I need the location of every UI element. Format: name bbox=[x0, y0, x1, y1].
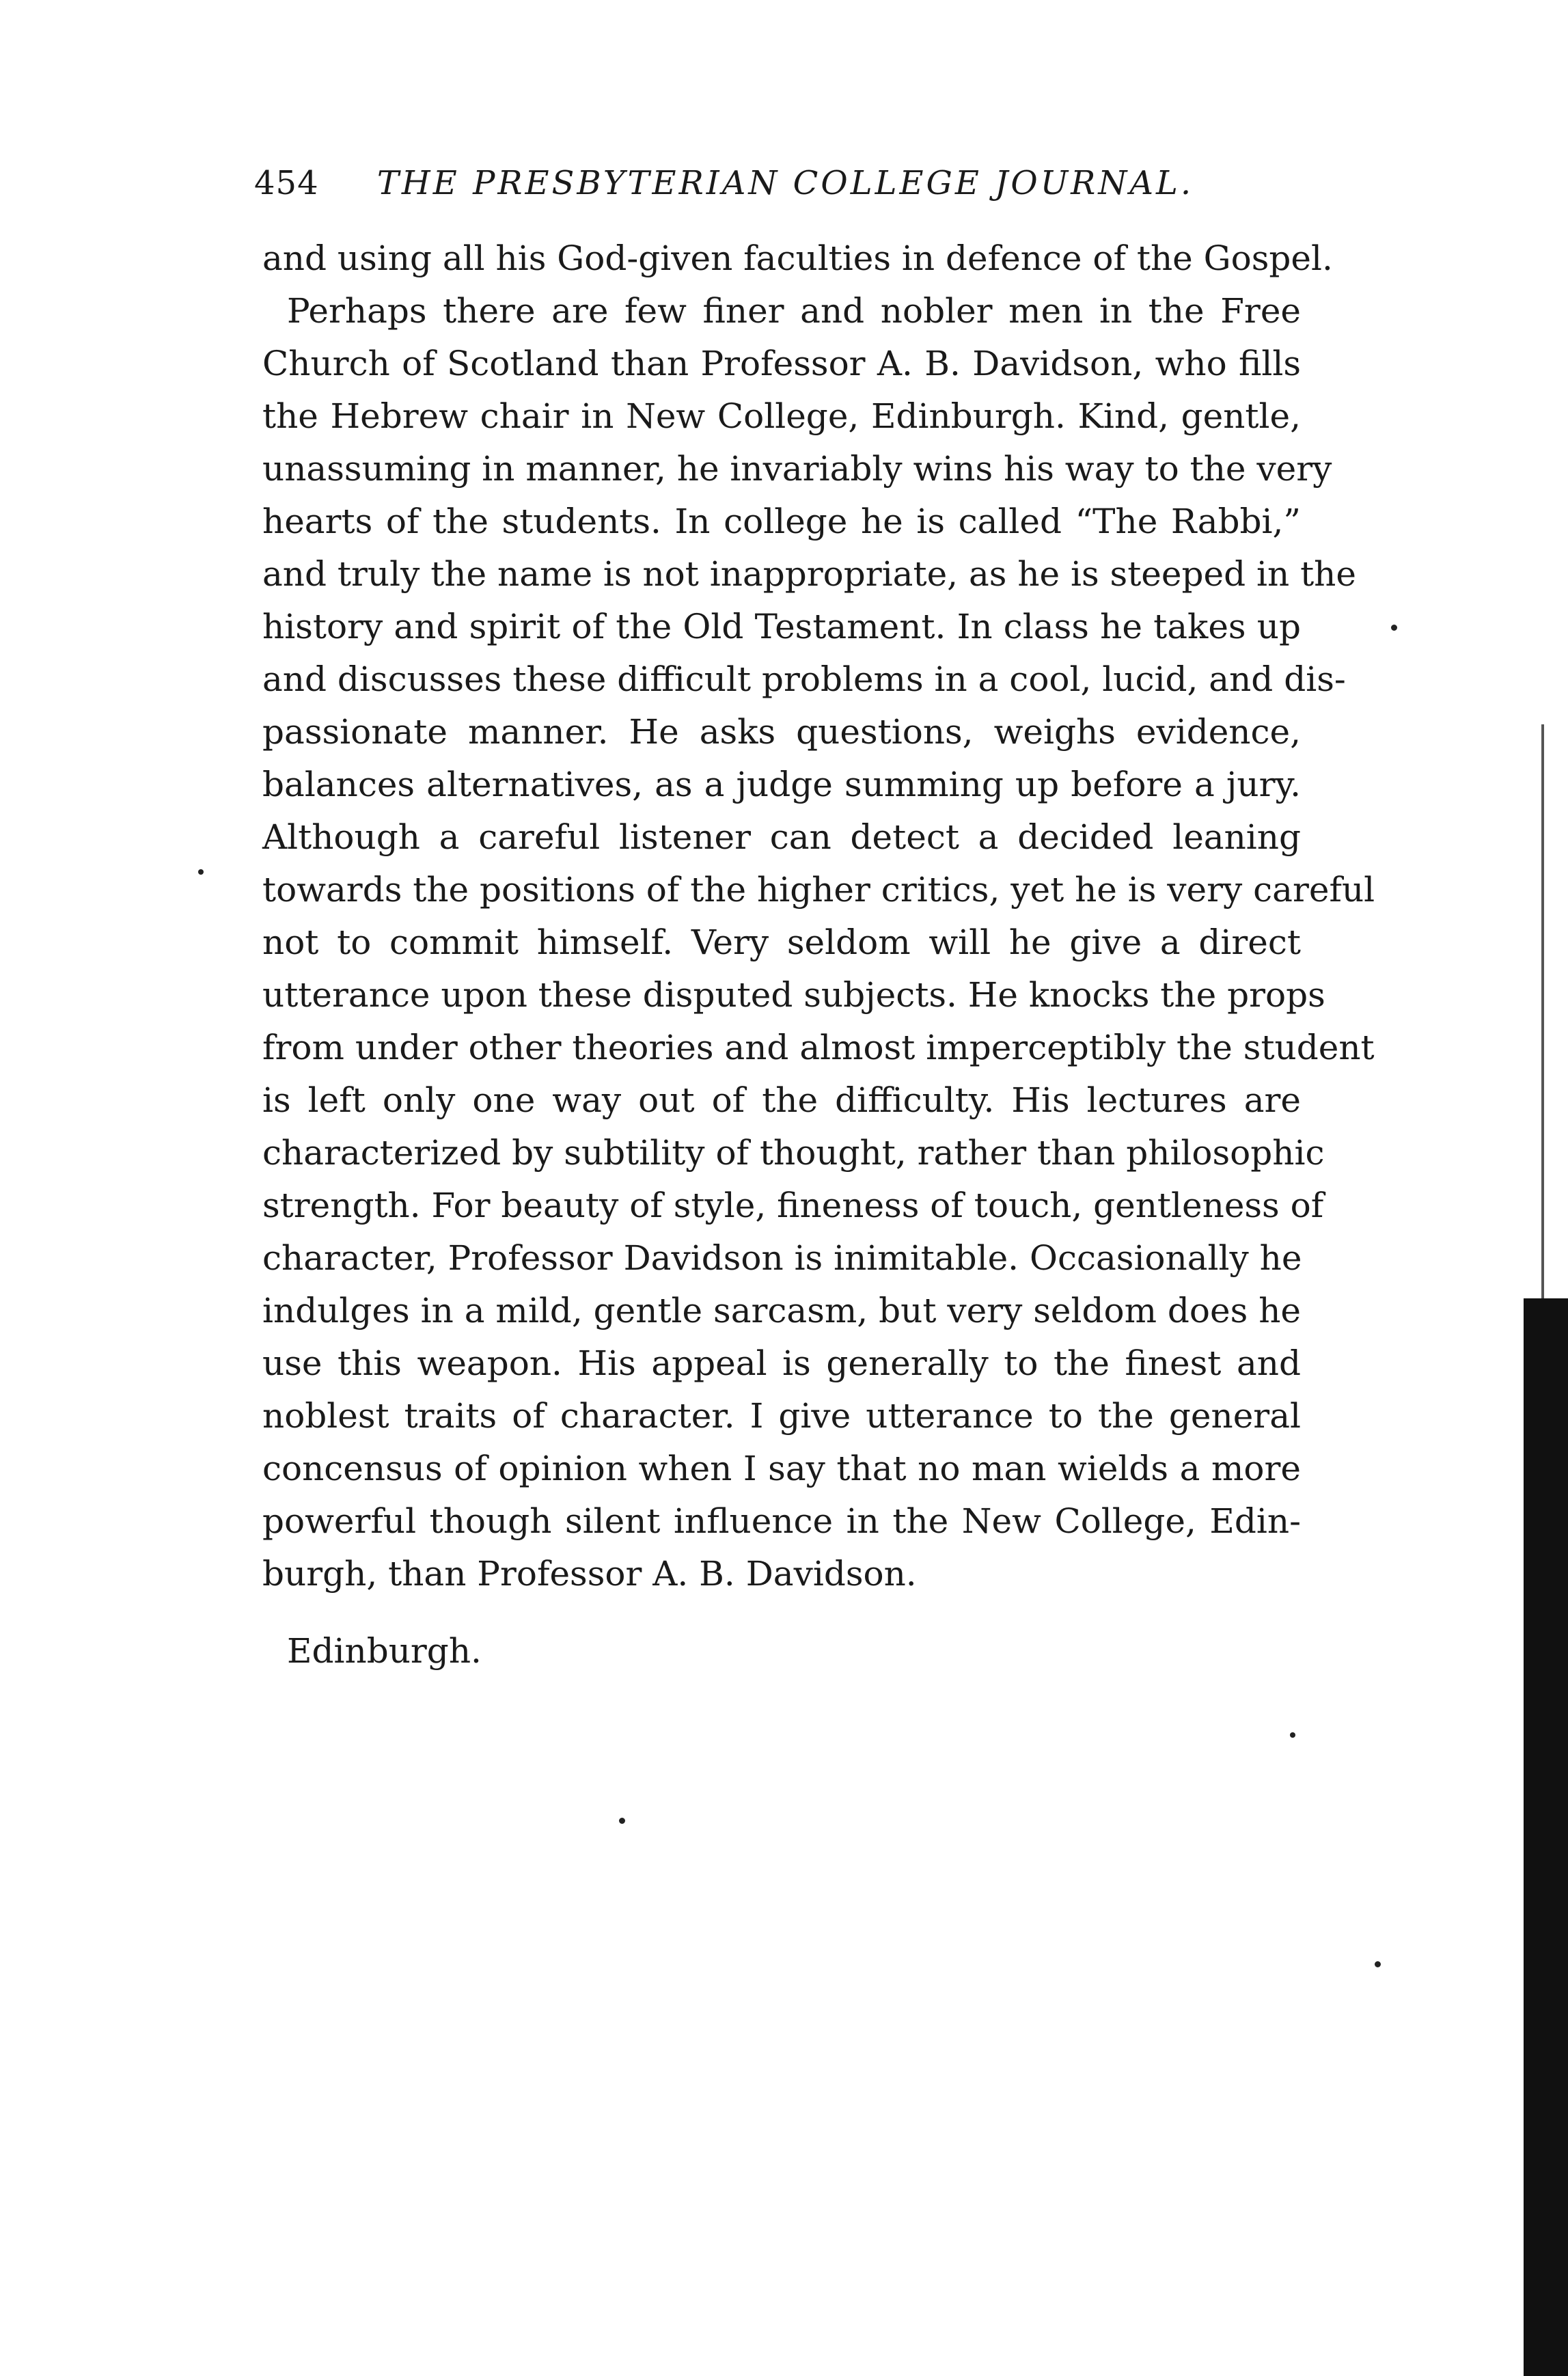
text-line: character, Professor Davidson is inimitable. Occasionally he bbox=[262, 1238, 1302, 1278]
scan-speck bbox=[1391, 625, 1397, 631]
scan-speck bbox=[198, 869, 204, 875]
text-line: balances alternatives, as a judge summing up before a jury. bbox=[262, 765, 1301, 804]
scan-edge-bar bbox=[1541, 724, 1544, 1326]
text-line: and truly the name is not inappropriate, as he is steeped in the bbox=[262, 554, 1356, 594]
text-line: and using all his God-given faculties in defence of the Gospel. bbox=[262, 238, 1333, 278]
text-line: unassuming in manner, he invariably wins his way to the very bbox=[262, 449, 1332, 489]
text-line: concensus of opinion when I say that no man wields a more bbox=[262, 1449, 1301, 1488]
text-line: powerful though silent influence in the New College, Edin- bbox=[262, 1501, 1301, 1541]
text-line: noblest traits of character. I give utterance to the general bbox=[262, 1396, 1301, 1436]
text-line: is left only one way out of the difficulty. His lectures are bbox=[262, 1080, 1301, 1120]
page-number: 454 bbox=[254, 164, 319, 202]
article-body bbox=[262, 232, 1375, 1600]
text-line: indulges in a mild, gentle sarcasm, but very seldom does he bbox=[262, 1291, 1301, 1330]
text-line: history and spirit of the Old Testament. In class he takes up bbox=[262, 607, 1301, 646]
text-line: not to commit himself. Very seldom will he give a direct bbox=[262, 923, 1301, 962]
text-line: burgh, than Professor A. B. Davidson. bbox=[262, 1554, 917, 1594]
text-line: Although a careful listener can detect a decided leaning bbox=[262, 817, 1301, 857]
text-line: utterance upon these disputed subjects. He knocks the props bbox=[262, 975, 1325, 1015]
text-line: strength. For beauty of style, fineness of touch, gentleness of bbox=[262, 1186, 1324, 1225]
text-line: and discusses these difficult problems in a cool, lucid, and dis- bbox=[262, 659, 1346, 699]
scan-speck bbox=[1375, 1961, 1381, 1967]
text-line: the Hebrew chair in New College, Edinburgh. Kind, gentle, bbox=[262, 396, 1301, 436]
text-line: characterized by subtility of thought, rather than philosophic bbox=[262, 1133, 1325, 1173]
journal-title: THE PRESBYTERIAN COLLEGE JOURNAL. bbox=[376, 164, 1194, 202]
signoff-place: Edinburgh. bbox=[287, 1631, 482, 1671]
scan-speck bbox=[619, 1818, 625, 1824]
text-line: towards the positions of the higher critics, yet he is very careful bbox=[262, 870, 1375, 910]
running-head bbox=[254, 156, 1320, 210]
scan-speck bbox=[1290, 1732, 1295, 1738]
text-line: passionate manner. He asks questions, weighs evidence, bbox=[262, 712, 1301, 752]
text-line: hearts of the students. In college he is called “The Rabbi,” bbox=[262, 502, 1301, 541]
text-line: Perhaps there are few finer and nobler men in the Free bbox=[287, 291, 1301, 331]
text-line: use this weapon. His appeal is generally to the finest and bbox=[262, 1343, 1301, 1383]
text-line: Church of Scotland than Professor A. B. Davidson, who fills bbox=[262, 344, 1301, 383]
text-line: from under other theories and almost imperceptibly the student bbox=[262, 1028, 1375, 1067]
scan-edge-bar bbox=[1524, 1298, 1568, 2376]
